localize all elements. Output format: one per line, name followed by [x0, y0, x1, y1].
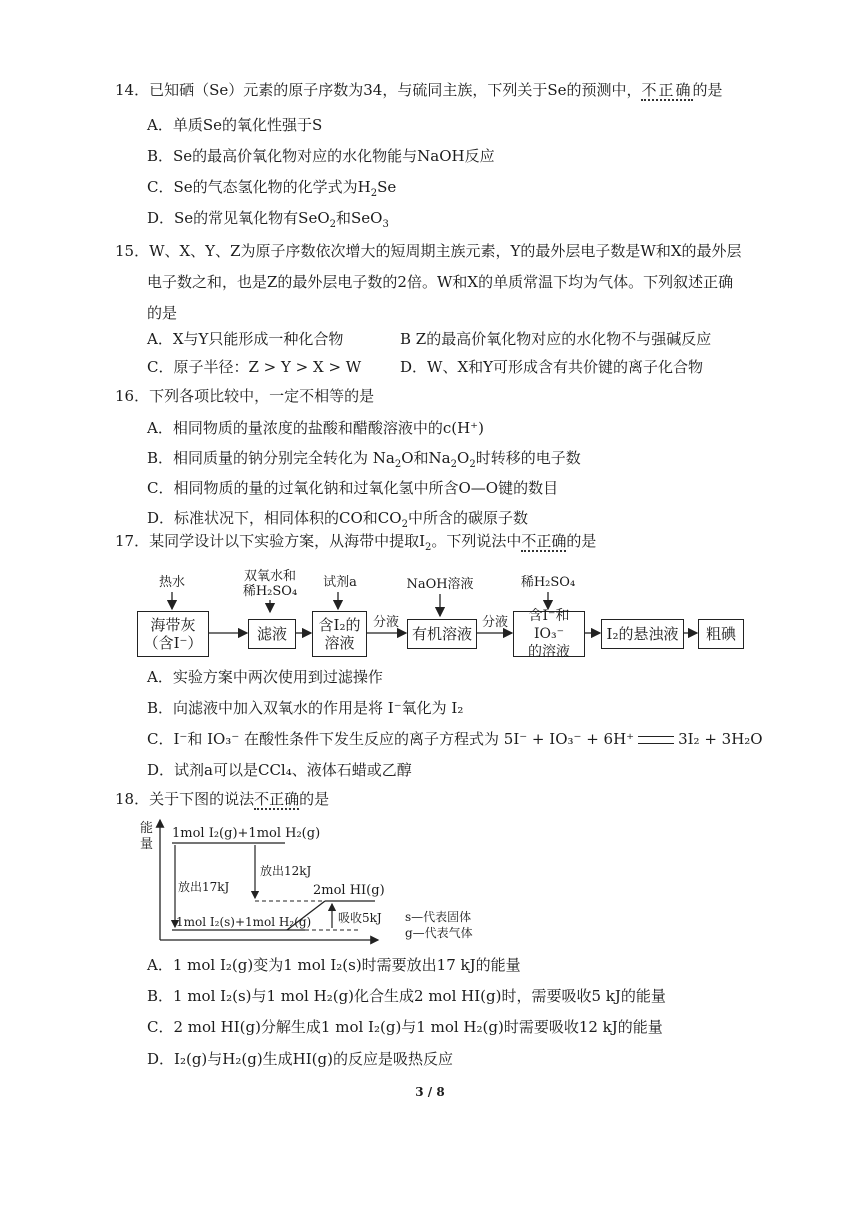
q15-stem-line1: 15．W、X、Y、Z为原子序数依次增大的短周期主族元素，Y的最外层电子数是W和X的最外层: [115, 242, 742, 260]
q14-option-a: A．单质Se的氧化性强于S: [147, 116, 323, 134]
energy-axis-label-2: 量: [140, 837, 154, 852]
flow-label-separate-2: 分液: [481, 615, 508, 630]
q15-stem-line3: 的是: [147, 304, 178, 322]
q18-stem: 18．关于下图的说法不正确的是: [115, 790, 330, 808]
release-17kj-label: 放出17kJ: [178, 880, 230, 894]
absorb-5kj-label: 吸收5kJ: [338, 911, 382, 925]
flow-box-organic-solution: 有机溶液: [407, 619, 477, 649]
q15-option-c: C．原子半径：Z > Y > X > W: [147, 358, 362, 376]
q14-option-d: D．Se的常见氧化物有SeO$_2$和SeO$_3$: [147, 209, 389, 230]
q16-option-c: C．相同物质的量的过氧化钠和过氧化氢中所含O—O键的数目: [147, 479, 559, 497]
q14-stem: 14．已知硒（Se）元素的原子序数为34，与硫同主族，下列关于Se的预测中，不正确的是: [115, 81, 723, 99]
release-12kj-label: 放出12kJ: [260, 864, 312, 878]
legend-gas: g—代表气体: [405, 926, 473, 940]
q17-option-c: C．I⁻和 IO₃⁻ 在酸性条件下发生反应的离子方程式为 5I⁻ + IO₃⁻ + 6H⁺ 3I₂ + 3H₂O: [147, 730, 763, 748]
energy-level-bottom: 1mol I₂(s)+1mol H₂(g): [176, 915, 312, 929]
q18-option-c: C．2 mol HI(g)分解生成1 mol I₂(g)与1 mol H₂(g)时需要吸收12 kJ的能量: [147, 1018, 663, 1036]
energy-level-hi: 2mol HI(g): [313, 883, 385, 898]
q17-option-d: D．试剂a可以是CCl₄、液体石蜡或乙醇: [147, 761, 412, 779]
energy-axis-label-1: 能: [140, 821, 154, 836]
q16-option-b: B．相同质量的钠分别完全转化为 $Na_2O$和$Na_2O_2$时转移的电子数: [147, 449, 581, 470]
q15-option-b: B Z的最高价氧化物对应的水化物不与强碱反应: [400, 330, 712, 348]
flow-box-crude-iodine: 粗碘: [698, 619, 744, 649]
emphasis-dotted: 不正确: [254, 790, 300, 808]
q14-option-c: C．Se的气态氢化物的化学式为$H_2Se$: [147, 178, 397, 199]
energy-level-top: 1mol I₂(g)+1mol H₂(g): [172, 826, 321, 841]
q18-option-a: A．1 mol I₂(g)变为1 mol I₂(s)时需要放出17 kJ的能量: [147, 956, 521, 974]
q18-option-b: B．1 mol I₂(s)与1 mol H₂(g)化合生成2 mol HI(g)时，需要吸收5 kJ的能量: [147, 987, 666, 1005]
q17-option-b: B．向滤液中加入双氧水的作用是将 I⁻氧化为 I₂: [147, 699, 464, 717]
flow-box-kelp-ash: 海带灰 （含I⁻）: [137, 611, 209, 657]
q16-option-d: D．标准状况下，相同体积的CO和$CO_2$中所含的碳原子数: [147, 509, 528, 530]
flow-label-hot-water: 热水: [158, 575, 185, 590]
legend-solid: s—代表固体: [405, 910, 472, 924]
q17-option-a: A．实验方案中两次使用到过滤操作: [147, 668, 383, 686]
flow-box-i2-suspension: I₂的悬浊液: [601, 619, 684, 649]
flow-label-naoh: NaOH溶液: [406, 577, 474, 592]
q18-option-d: D．I₂(g)与H₂(g)生成HI(g)的反应是吸热反应: [147, 1050, 453, 1068]
emphasis-dotted: 不正确: [641, 81, 693, 99]
flow-box-iodide-iodate: 含I⁻和IO₃⁻ 的溶液: [513, 611, 585, 657]
flow-label-dilute-h2so4: 稀H₂SO₄: [520, 575, 576, 590]
q15-option-a: A．X与Y只能形成一种化合物: [147, 330, 344, 348]
q16-stem: 16．下列各项比较中，一定不相等的是: [115, 387, 375, 405]
flow-box-i2-solution: 含I₂的 溶液: [312, 611, 367, 657]
page-number: 3 / 8: [415, 1085, 445, 1099]
flow-box-filtrate: 滤液: [248, 619, 296, 649]
flow-label-h2so4: 稀H₂SO₄: [242, 584, 298, 599]
q17-stem: 17．某同学设计以下实验方案，从海带中提取$I_2$。下列说法中不正确的是: [115, 532, 597, 553]
emphasis-dotted: 不正确: [521, 532, 567, 550]
flow-label-reagent-a: 试剂a: [323, 575, 357, 590]
q15-stem-line2: 电子数之和，也是Z的最外层电子数的2倍。W和X的单质常温下均为气体。下列叙述正确: [147, 273, 734, 291]
q15-option-d: D．W、X和Y可形成含有共价键的离子化合物: [400, 358, 704, 376]
flow-label-h2o2: 双氧水和: [243, 569, 296, 584]
flow-label-separate-1: 分液: [372, 615, 399, 630]
q16-option-a: A．相同物质的量浓度的盐酸和醋酸溶液中的c(H⁺): [147, 419, 484, 437]
q14-option-b: B．Se的最高价氧化物对应的水化物能与NaOH反应: [147, 147, 495, 165]
